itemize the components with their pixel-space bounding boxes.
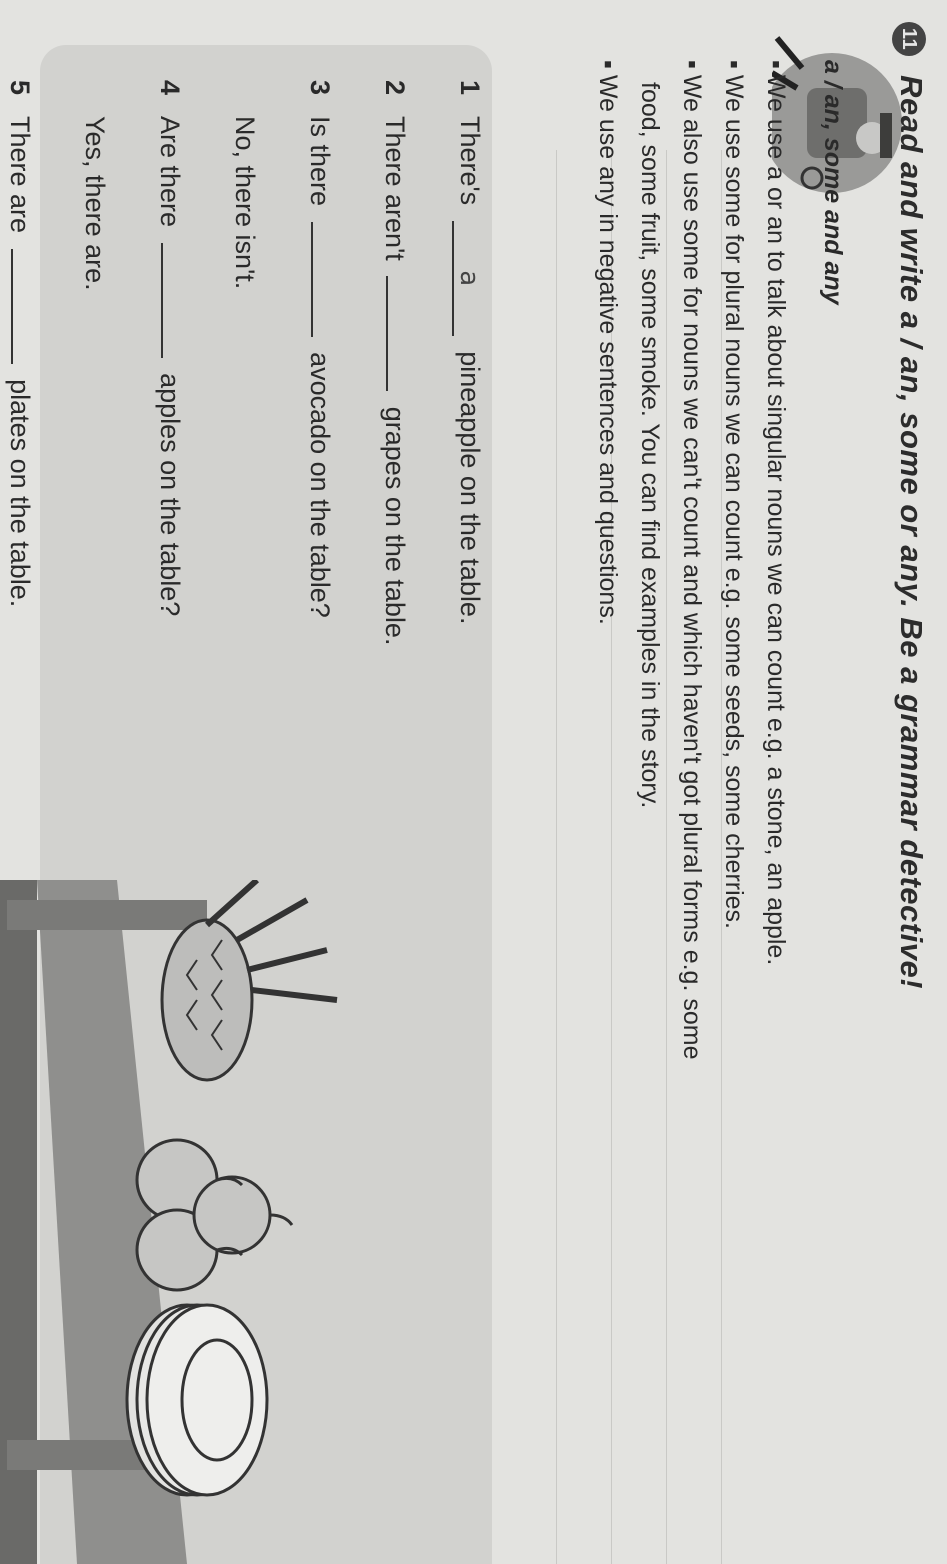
exercise-response-4: Yes, there are.: [80, 116, 110, 291]
exercise-item-4: 4Are there apples on the table?: [155, 80, 185, 617]
grammar-rule: ▪We use any in negative sentences and questions.: [594, 60, 622, 625]
grammar-rule: ▪We use some for plural nouns we can count e.g. some seeds, some cherries.: [720, 60, 748, 930]
exercise-response-3: No, there isn't.: [230, 116, 260, 290]
exercise-item-2: 2There aren't grapes on the table.: [380, 80, 410, 646]
grammar-rule: ▪We use a or an to talk about singular nouns we can count e.g. a stone, an apple.: [762, 60, 790, 966]
exercise-heading: [892, 22, 929, 989]
ruled-line: [556, 150, 557, 1564]
grammar-rules: [587, 60, 797, 1059]
grammar-rule-continued: food, some fruit, some smoke. You can find examples in the story.: [636, 82, 664, 809]
table-leg: [7, 900, 207, 930]
answer-blank[interactable]: [386, 276, 388, 391]
apples-icon: [137, 1140, 292, 1290]
exercise-number-badge: 11: [892, 22, 926, 56]
exercise-item-5: 5There are plates on the table.: [5, 80, 35, 608]
grammar-rule: ▪We also use some for nouns we can't count and which haven't got plural forms e.g. some: [678, 60, 706, 1060]
instruction-text: Read and write a / an, some or any. Be a grammar detective!: [894, 75, 929, 990]
answer-blank[interactable]: a: [452, 221, 484, 336]
answer-blank[interactable]: [11, 249, 13, 364]
exercise-item-3: 3Is there avocado on the table?: [305, 80, 335, 618]
exercise-list: [0, 80, 507, 645]
grammar-box-title: a / an, some and any: [819, 60, 847, 305]
table-illustration: [0, 880, 507, 1564]
plates-icon: [127, 1305, 267, 1495]
answer-blank[interactable]: [311, 222, 313, 337]
exercise-item-1: 1There's a pineapple on the table.: [454, 80, 485, 625]
answer-blank[interactable]: [161, 243, 163, 358]
